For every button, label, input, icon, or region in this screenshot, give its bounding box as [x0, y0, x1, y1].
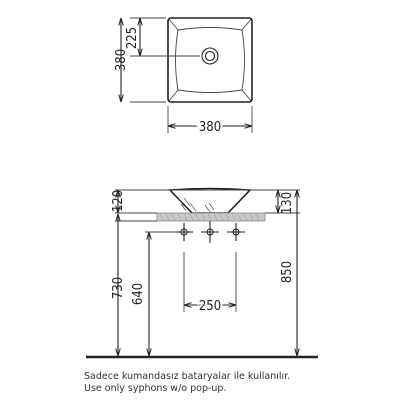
drain-inner — [206, 52, 215, 61]
side-view — [86, 189, 318, 358]
note-turkish: Sadece kumandasız bataryalar ile kullanılır. — [84, 371, 291, 382]
dim-label-380-horizontal: 380 — [198, 120, 222, 135]
note-english: Use only syphons w/o pop-up. — [84, 383, 227, 394]
basin-outline-side — [170, 189, 250, 214]
dim-label-225: 225 — [125, 26, 140, 50]
top-view — [114, 18, 252, 135]
dim-label-130: 130 — [280, 191, 295, 215]
drain-outer — [202, 48, 218, 64]
bowl-facet-line — [242, 18, 252, 30]
dim-label-640: 640 — [131, 282, 146, 306]
outlet-fitting — [201, 221, 219, 243]
basin-hatch — [178, 198, 214, 212]
bowl-facet-line — [168, 90, 178, 102]
dim-label-730: 730 — [111, 276, 126, 300]
bowl-facet-line — [168, 18, 178, 30]
dim-label-250: 250 — [198, 299, 222, 314]
tap-fitting-left — [175, 223, 193, 241]
dim-label-380-vertical: 380 — [114, 48, 129, 72]
dim-label-120: 120 — [111, 189, 126, 213]
dim-label-850: 850 — [280, 260, 295, 284]
tap-fitting-right — [227, 223, 245, 241]
bowl-facet-line — [242, 90, 252, 102]
